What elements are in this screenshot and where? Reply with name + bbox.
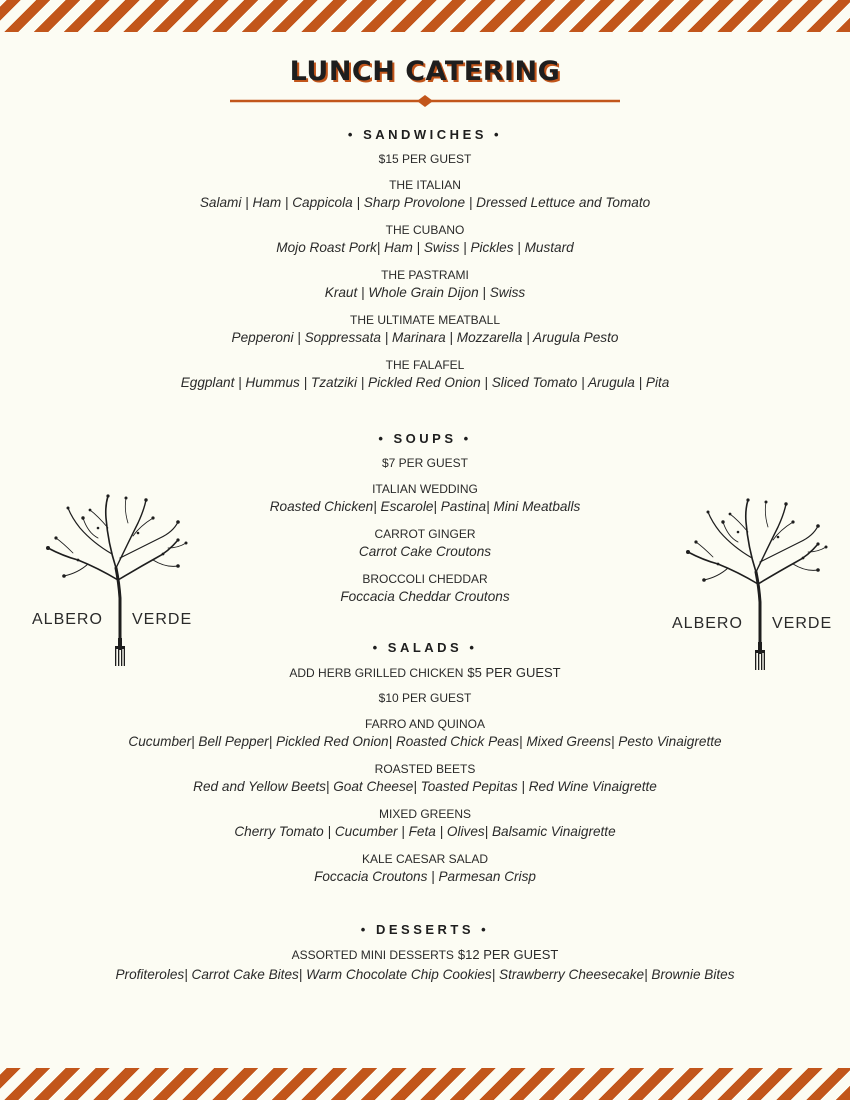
section-desserts [0,921,850,984]
logo-word-verde: VERDE [772,615,833,632]
menu-content [0,126,850,995]
menu-item-description: Carrot Cake Croutons [358,544,492,559]
logo-word-albero: ALBERO [32,611,103,628]
section-salads [0,639,850,886]
menu-item-name: CARROT GINGER [374,527,476,541]
addon-price: $12 PER GUEST [457,947,559,962]
menu-item-name: KALE CAESAR SALAD [361,852,489,866]
menu-item-name: ITALIAN WEDDING [372,482,478,496]
dessert-offer [0,947,850,963]
menu-item-description: Cucumber| Bell Pepper| Pickled Red Onion| Roasted Chick Peas| Mixed Greens| Pesto Vinaigrette [128,734,722,749]
salad-addon [0,665,850,681]
menu-item-description: Mojo Roast Pork| Ham | Swiss | Pickles | Mustard [276,240,574,255]
bottom-stripe-border [0,1068,850,1100]
section-sandwiches [0,126,850,392]
menu-item-description: Foccacia Cheddar Croutons [340,589,510,604]
menu-item-name: MIXED GREENS [378,807,471,821]
menu-item-description: Pepperoni | Soppressata | Marinara | Mozzarella | Arugula Pesto [231,330,619,345]
menu-item-name: THE PASTRAMI [381,268,469,282]
section-price: $10 PER GUEST [378,691,472,705]
title-divider [230,94,620,108]
section-heading: • SALADS • [372,640,478,655]
section-heading: • DESSERTS • [360,922,490,937]
page-title: LUNCH CATERING [289,56,561,87]
menu-item-description: Red and Yellow Beets| Goat Cheese| Toasted Pepitas | Red Wine Vinaigrette [193,779,657,794]
section-heading: • SOUPS • [378,431,472,446]
logo-word-verde: VERDE [132,611,193,628]
menu-item-name: THE CUBANO [385,223,465,237]
menu-item-name: THE FALAFEL [385,358,465,372]
section-heading: • SANDWICHES • [347,127,503,142]
menu-item-name: ROASTED BEETS [374,762,476,776]
menu-item-description: Kraut | Whole Grain Dijon | Swiss [324,285,526,300]
section-soups [0,430,850,606]
logo-word-albero: ALBERO [672,615,743,632]
menu-item-name: THE ITALIAN [389,178,461,192]
menu-item-description: Foccacia Croutons | Parmesan Crisp [314,869,536,884]
menu-item-name: THE ULTIMATE MEATBALL [349,313,501,327]
addon-label: ADD HERB GRILLED CHICKEN [289,666,464,680]
menu-item-description: Profiteroles| Carrot Cake Bites| Warm Chocolate Chip Cookies| Strawberry Cheesecake| Brownie Bites [115,967,735,982]
menu-item-name: FARRO AND QUINOA [364,717,486,731]
section-price: $7 PER GUEST [381,456,469,470]
section-price: $15 PER GUEST [378,152,472,166]
menu-item-name: BROCCOLI CHEDDAR [362,572,488,586]
menu-item-description: Cherry Tomato | Cucumber | Feta | Olives| Balsamic Vinaigrette [234,824,616,839]
menu-item-description: Salami | Ham | Cappicola | Sharp Provolone | Dressed Lettuce and Tomato [199,195,651,210]
addon-label: ASSORTED MINI DESSERTS [291,948,454,962]
top-stripe-border [0,0,850,32]
addon-price: $5 PER GUEST [467,665,561,680]
menu-item-description: Eggplant | Hummus | Tzatziki | Pickled Red Onion | Sliced Tomato | Arugula | Pita [180,375,670,390]
menu-item-description: Roasted Chicken| Escarole| Pastina| Mini Meatballs [269,499,581,514]
